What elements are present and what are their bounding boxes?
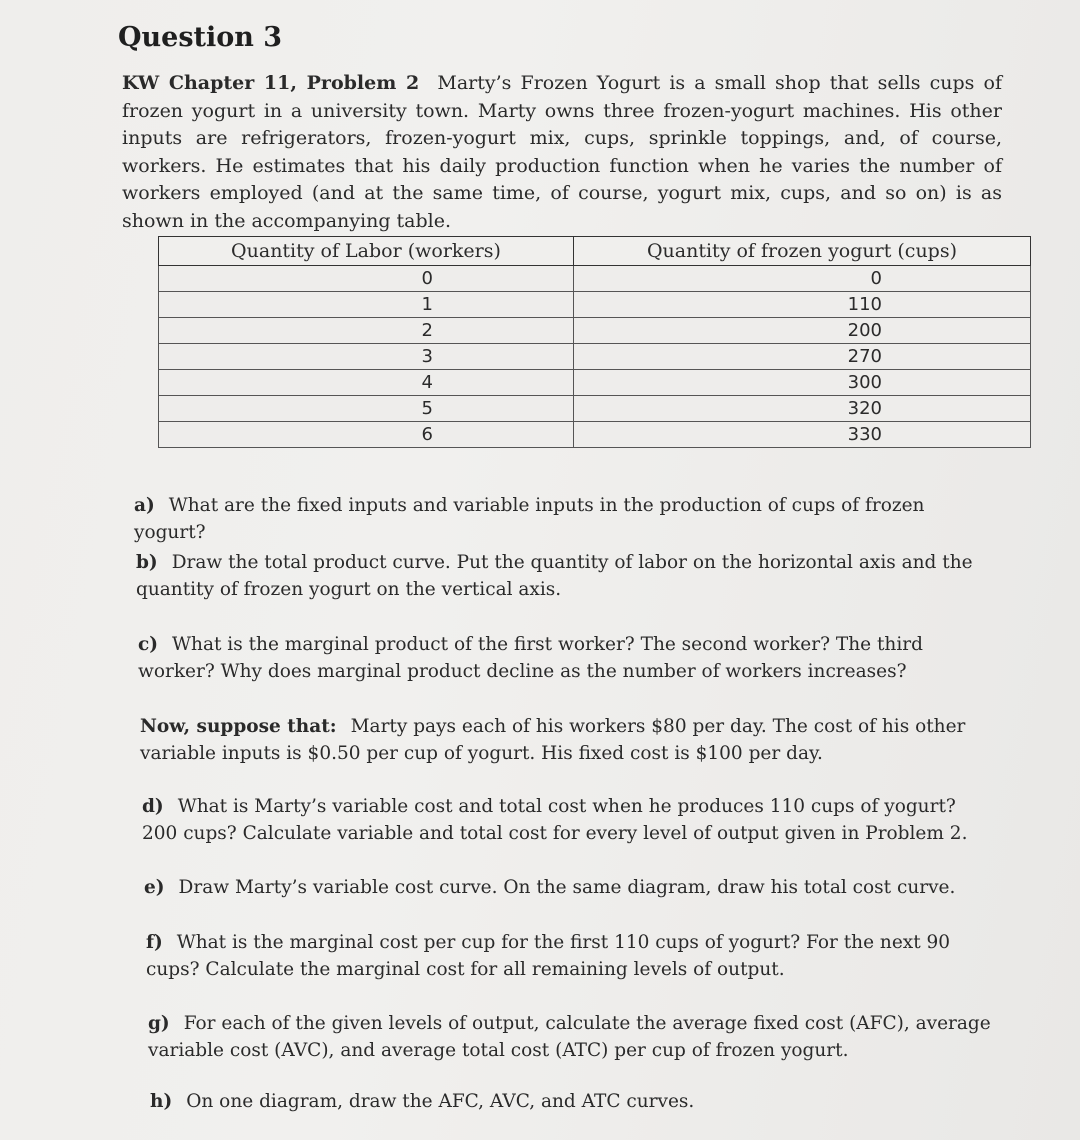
production-table [158,236,1031,448]
labor-cell: 2 [159,318,574,344]
assumptions-text: Marty pays each of his workers $80 per day. The cost of his other variable inputs is $0.50 per cup of yogurt. His fixed cost is $100 per day. [140,716,966,764]
question-h-text: On one diagram, draw the AFC, AVC, and ATC curves. [186,1091,695,1112]
yogurt-cell: 270 [574,344,1031,370]
question-g-text: For each of the given levels of output, calculate the average fixed cost (AFC), average variable cost (AVC), and average total cost (ATC) per cup of frozen yogurt. [148,1013,991,1061]
yogurt-cell: 110 [574,292,1031,318]
question-f [146,929,996,983]
question-c-text: What is the marginal product of the first worker? The second worker? The third worker? Why does marginal product decline as the number of workers increases? [138,634,923,682]
question-e-label: e) [144,877,165,898]
table-row [159,422,1031,448]
problem-statement [122,70,1002,235]
labor-cell: 1 [159,292,574,318]
question-f-label: f) [146,932,163,953]
question-g-label: g) [148,1013,170,1034]
table-row [159,266,1031,292]
question-a-label: a) [134,495,155,516]
question-b-text: Draw the total product curve. Put the quantity of labor on the horizontal axis and the quantity of frozen yogurt on the vertical axis. [136,552,973,600]
labor-cell: 4 [159,370,574,396]
labor-cell: 0 [159,266,574,292]
table-row [159,370,1031,396]
yogurt-cell: 0 [574,266,1031,292]
question-e-text: Draw Marty’s variable cost curve. On the same diagram, draw his total cost curve. [178,877,956,898]
question-h [150,1088,1000,1115]
question-e [144,874,994,901]
assumptions [140,713,990,767]
col-header-labor: Quantity of Labor (workers) [159,237,574,266]
table-row [159,292,1031,318]
table-row [159,344,1031,370]
question-c [138,631,988,685]
question-a-text: What are the fixed inputs and variable inputs in the production of cups of frozen yogurt? [134,495,925,543]
labor-cell: 5 [159,396,574,422]
yogurt-cell: 200 [574,318,1031,344]
table-row [159,318,1031,344]
question-b-label: b) [136,552,158,573]
table-header-row [159,237,1031,266]
question-title: Question 3 [118,22,283,53]
yogurt-cell: 330 [574,422,1031,448]
question-b [136,549,986,603]
question-g [148,1010,998,1064]
question-d-text: What is Marty’s variable cost and total cost when he produces 110 cups of yogurt? 200 cups? Calculate variable and total cost for every level of output given in Problem 2. [142,796,968,844]
problem-text: Marty’s Frozen Yogurt is a small shop that sells cups of frozen yogurt in a university town. Marty owns three frozen-yogurt machines. His other inputs are refrigerators, frozen-yogurt mix, cups, sprinkle toppings, and, of course, workers. He estimates that his daily production function when he varies the number of workers employed (and at the same time, of course, yogurt mix, cups, and so on) is as shown in the accompanying table. [122,72,1002,232]
question-d-label: d) [142,796,164,817]
problem-heading: KW Chapter 11, Problem 2 [122,72,420,94]
assumptions-label: Now, suppose that: [140,716,337,737]
labor-cell: 6 [159,422,574,448]
table-row [159,396,1031,422]
question-d [142,793,992,847]
yogurt-cell: 300 [574,370,1031,396]
question-f-text: What is the marginal cost per cup for the first 110 cups of yogurt? For the next 90 cups? Calculate the marginal cost for all remaining levels of output. [146,932,951,980]
question-a [134,492,984,546]
col-header-yogurt: Quantity of frozen yogurt (cups) [574,237,1031,266]
yogurt-cell: 320 [574,396,1031,422]
labor-cell: 3 [159,344,574,370]
question-h-label: h) [150,1091,173,1112]
question-c-label: c) [138,634,159,655]
